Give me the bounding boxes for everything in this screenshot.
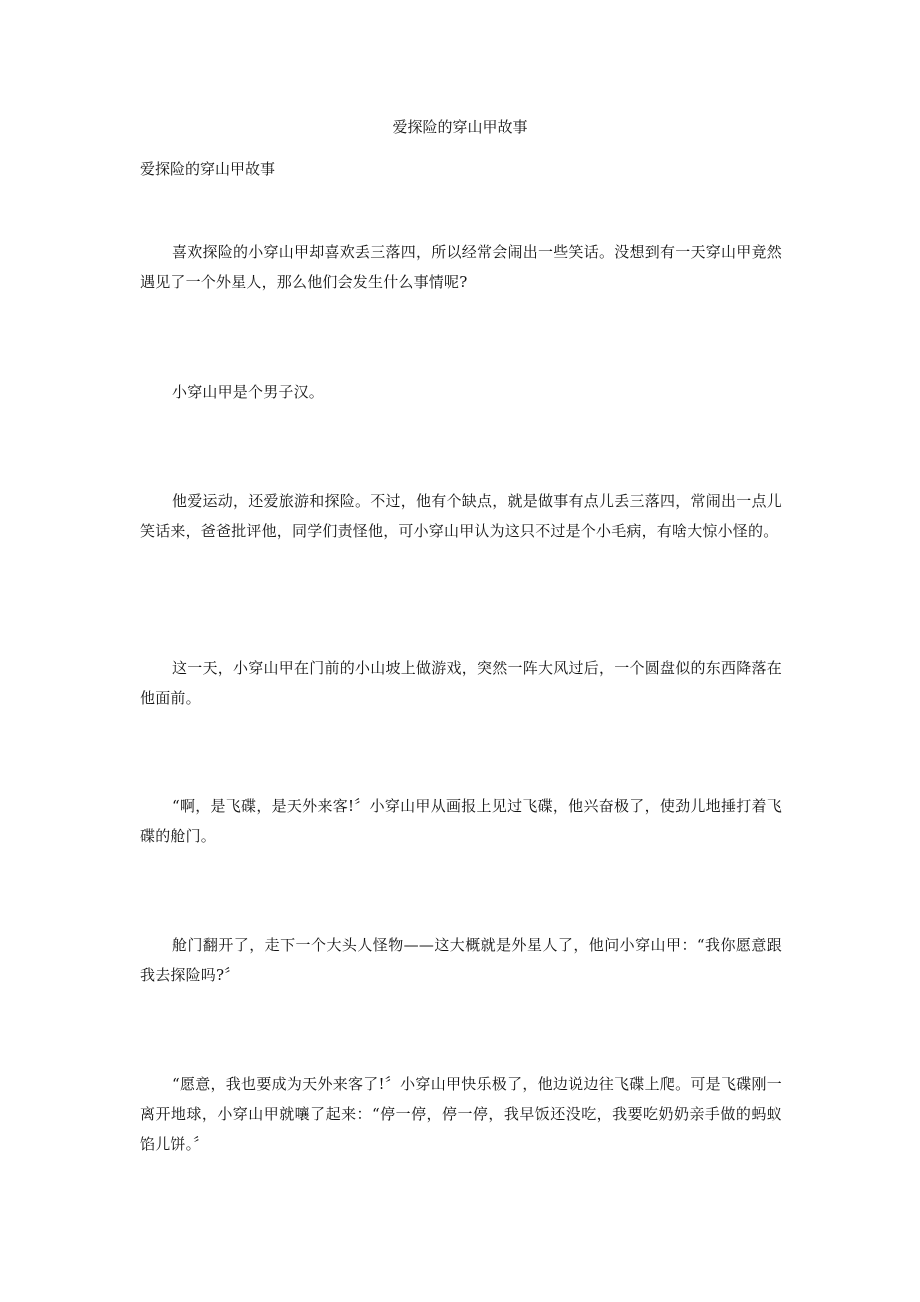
paragraph-5: 舱门翻开了，走下一个大头人怪物——这大概就是外星人了，他问小穿山甲：“我你愿意跟我去探险吗?〞	[140, 936, 782, 984]
paragraph-1: 小穿山甲是个男子汉。	[172, 383, 325, 401]
paragraph-3: 这一天，小穿山甲在门前的小山坡上做游戏，突然一阵大风过后，一个圆盘似的东西降落在他面前。	[140, 659, 782, 707]
paragraph-2: 他爱运动，还爱旅游和探险。不过，他有个缺点，就是做事有点儿丢三落四，常闹出一点儿笑话来，爸爸批评他，同学们责怪他，可小穿山甲认为这只不过是个小毛病，有啥大惊小怪的。	[140, 492, 782, 540]
paragraph-6: “愿意，我也要成为天外来客了!〞小穿山甲快乐极了，他边说边往飞碟上爬。可是飞碟刚一离开地球，小穿山甲就嚷了起来：“停一停，停一停，我早饭还没吃，我要吃奶奶亲手做的蚂蚁馅儿饼。〞	[140, 1075, 782, 1153]
paragraph-4: “啊，是飞碟，是天外来客!〞小穿山甲从画报上见过飞碟，他兴奋极了，使劲儿地捶打着飞碟的舱门。	[140, 797, 782, 845]
document-subtitle: 爱探险的穿山甲故事	[140, 160, 276, 178]
paragraph-intro: 喜欢探险的小穿山甲却喜欢丢三落四，所以经常会闹出一些笑话。没想到有一天穿山甲竟然遇见了一个外星人，那么他们会发生什么事情呢?	[140, 243, 782, 291]
document-title: 爱探险的穿山甲故事	[392, 118, 528, 136]
